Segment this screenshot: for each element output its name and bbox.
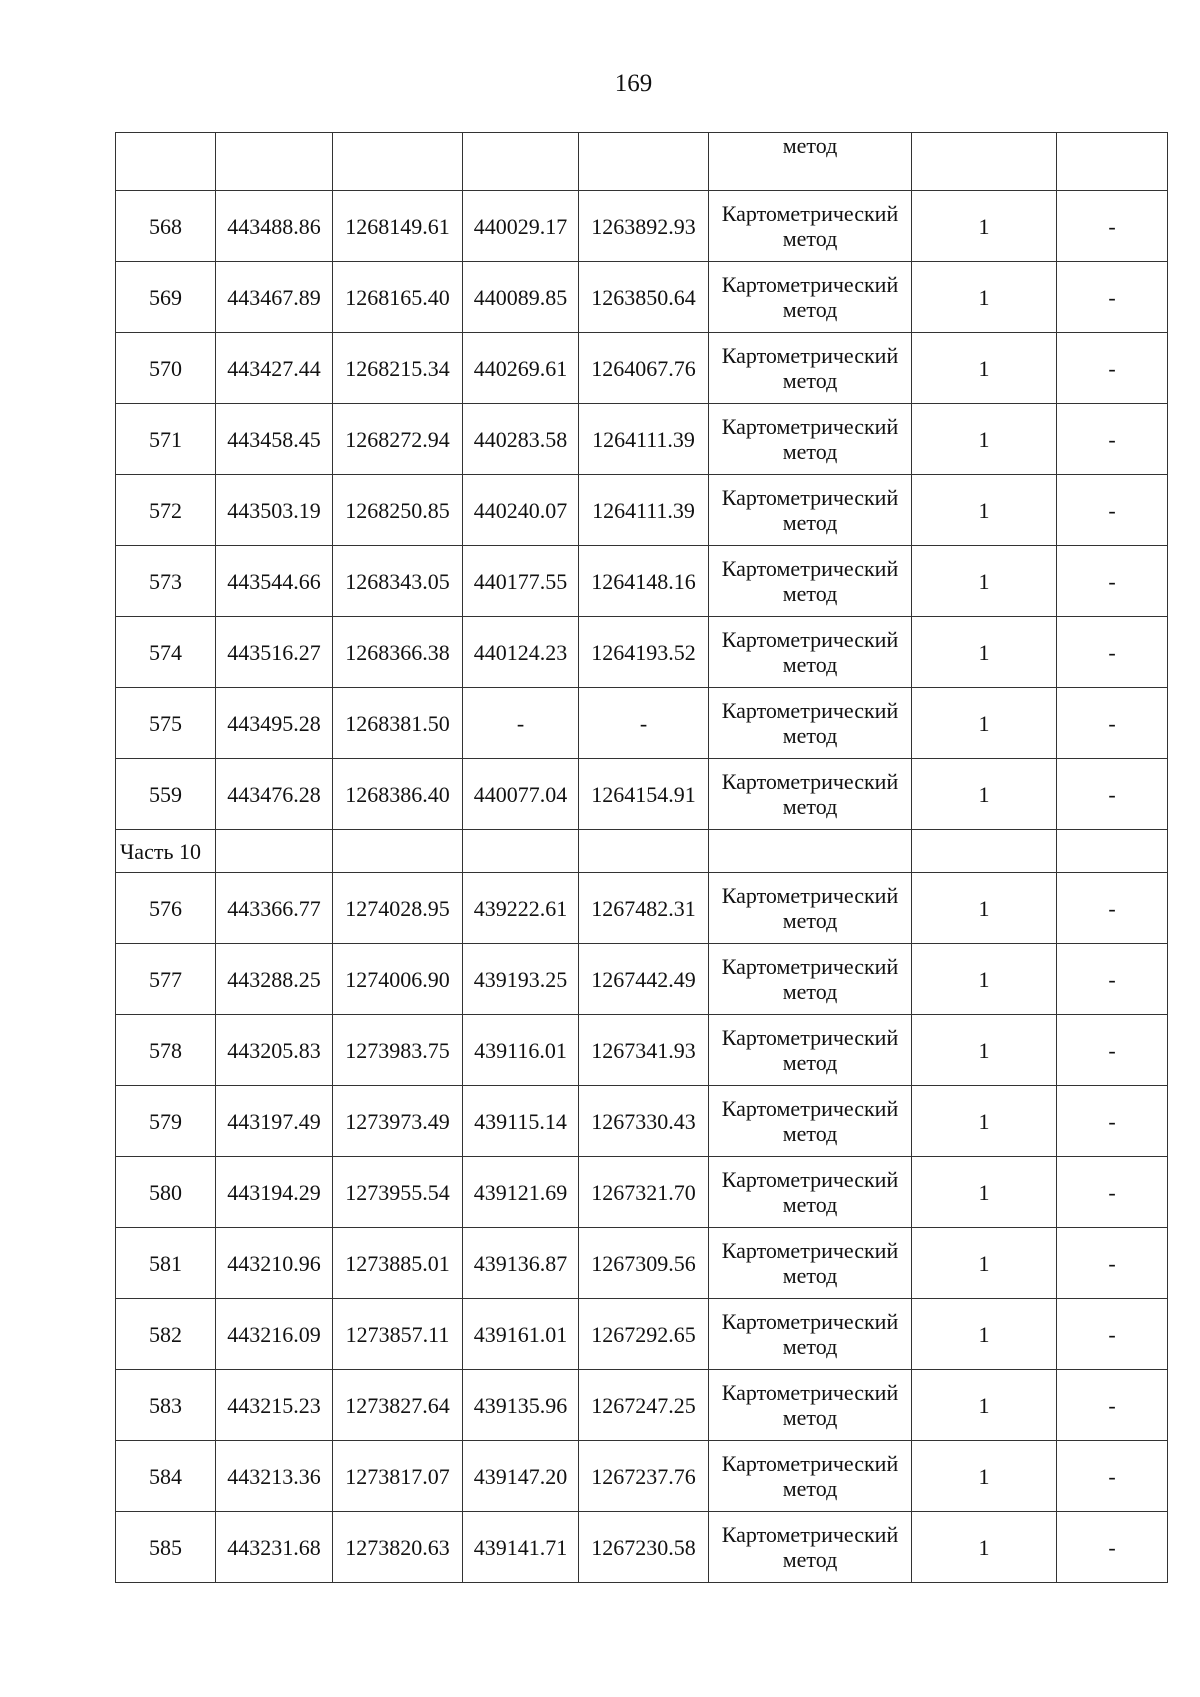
cell-y1: 1274006.90 — [333, 944, 463, 1015]
cell-y1 — [333, 830, 463, 873]
cell-x2: 439121.69 — [463, 1157, 579, 1228]
cell-y1 — [333, 133, 463, 191]
method-line-1: Картометрический — [721, 627, 899, 652]
cell-x1: 443194.29 — [216, 1157, 333, 1228]
table-row — [116, 688, 1168, 759]
table-row — [116, 1299, 1168, 1370]
cell-number: 576 — [116, 873, 216, 944]
cell-accuracy: 1 — [912, 759, 1057, 830]
cell-method — [709, 1157, 912, 1228]
table-row — [116, 475, 1168, 546]
cell-note: - — [1057, 688, 1168, 759]
table-row — [116, 1441, 1168, 1512]
cell-y1: 1273827.64 — [333, 1370, 463, 1441]
cell-number: 581 — [116, 1228, 216, 1299]
cell-y1: 1273817.07 — [333, 1441, 463, 1512]
cell-x2: 440269.61 — [463, 333, 579, 404]
table-row — [116, 1370, 1168, 1441]
cell-method — [709, 404, 912, 475]
cell-note: - — [1057, 1512, 1168, 1583]
cell-number: 569 — [116, 262, 216, 333]
cell-number: 570 — [116, 333, 216, 404]
cell-number: 578 — [116, 1015, 216, 1086]
table-body — [116, 133, 1168, 1583]
cell-y2: 1267482.31 — [579, 873, 709, 944]
cell-note: - — [1057, 1299, 1168, 1370]
cell-x2: 439135.96 — [463, 1370, 579, 1441]
table-row — [116, 262, 1168, 333]
cell-number: 572 — [116, 475, 216, 546]
cell-y1: 1268366.38 — [333, 617, 463, 688]
method-line-2: метод — [782, 979, 838, 1004]
method-line-1: Картометрический — [721, 954, 899, 979]
cell-method — [709, 830, 912, 873]
cell-y2: 1267230.58 — [579, 1512, 709, 1583]
method-line-2: метод — [782, 794, 838, 819]
cell-y2: 1267237.76 — [579, 1441, 709, 1512]
cell-method — [709, 1086, 912, 1157]
cell-method — [709, 688, 912, 759]
method-line-1: Картометрический — [721, 883, 899, 908]
cell-accuracy: 1 — [912, 1015, 1057, 1086]
cell-number: 568 — [116, 191, 216, 262]
cell-x2: 440177.55 — [463, 546, 579, 617]
table-row — [116, 944, 1168, 1015]
cell-x2: - — [463, 688, 579, 759]
method-line-2: метод — [782, 297, 838, 322]
method-line-2: метод — [782, 1547, 838, 1572]
method-line-1: Картометрический — [721, 1522, 899, 1547]
cell-method — [709, 262, 912, 333]
cell-x1: 443216.09 — [216, 1299, 333, 1370]
cell-note: - — [1057, 1086, 1168, 1157]
cell-y1: 1274028.95 — [333, 873, 463, 944]
cell-y2 — [579, 133, 709, 191]
table-row — [116, 1228, 1168, 1299]
cell-y1: 1268272.94 — [333, 404, 463, 475]
cell-y2 — [579, 830, 709, 873]
cell-note: - — [1057, 1157, 1168, 1228]
cell-y2: 1267442.49 — [579, 944, 709, 1015]
cell-x1: 443495.28 — [216, 688, 333, 759]
cell-accuracy: 1 — [912, 1157, 1057, 1228]
cell-method — [709, 1299, 912, 1370]
cell-note: - — [1057, 333, 1168, 404]
cell-note: - — [1057, 1015, 1168, 1086]
cell-note: - — [1057, 546, 1168, 617]
cell-x2: 439222.61 — [463, 873, 579, 944]
method-line-1: Картометрический — [721, 485, 899, 510]
method-line-1: Картометрический — [721, 272, 899, 297]
cell-x1 — [216, 830, 333, 873]
cell-y2: 1267330.43 — [579, 1086, 709, 1157]
cell-note: - — [1057, 1370, 1168, 1441]
method-line-2: метод — [782, 1334, 838, 1359]
cell-accuracy: 1 — [912, 546, 1057, 617]
table-row — [116, 1512, 1168, 1583]
cell-number: 584 — [116, 1441, 216, 1512]
cell-x2: 440077.04 — [463, 759, 579, 830]
cell-number: 585 — [116, 1512, 216, 1583]
cell-x2: 439193.25 — [463, 944, 579, 1015]
method-line-2: метод — [782, 226, 838, 251]
cell-note: - — [1057, 944, 1168, 1015]
cell-note: - — [1057, 1228, 1168, 1299]
method-line-2: метод — [782, 652, 838, 677]
method-line-1: Картометрический — [721, 1025, 899, 1050]
method-line-2: метод — [782, 1192, 838, 1217]
cell-accuracy: 1 — [912, 333, 1057, 404]
table-row — [116, 404, 1168, 475]
cell-x2: 440283.58 — [463, 404, 579, 475]
cell-note: - — [1057, 759, 1168, 830]
cell-x1: 443516.27 — [216, 617, 333, 688]
cell-x2: 439141.71 — [463, 1512, 579, 1583]
cell-accuracy: 1 — [912, 1370, 1057, 1441]
cell-x1: 443366.77 — [216, 873, 333, 944]
cell-number: 577 — [116, 944, 216, 1015]
cell-method — [709, 1441, 912, 1512]
method-line-1: Картометрический — [721, 769, 899, 794]
cell-x1: 443544.66 — [216, 546, 333, 617]
cell-y2: 1267309.56 — [579, 1228, 709, 1299]
cell-number: 571 — [116, 404, 216, 475]
cell-y1: 1273857.11 — [333, 1299, 463, 1370]
cell-x1: 443210.96 — [216, 1228, 333, 1299]
cell-x1 — [216, 133, 333, 191]
cell-x1: 443205.83 — [216, 1015, 333, 1086]
part-label: Часть 10 — [116, 830, 216, 873]
cell-note: - — [1057, 404, 1168, 475]
method-line-2: метод — [782, 1121, 838, 1146]
method-line-2: метод — [782, 439, 838, 464]
cell-number: 573 — [116, 546, 216, 617]
cell-note: - — [1057, 475, 1168, 546]
cell-y2: 1263850.64 — [579, 262, 709, 333]
cell-y2: 1267292.65 — [579, 1299, 709, 1370]
method-line-2: метод — [782, 581, 838, 606]
cell-method — [709, 1015, 912, 1086]
cell-number: 575 — [116, 688, 216, 759]
cell-number: 583 — [116, 1370, 216, 1441]
cell-x1: 443288.25 — [216, 944, 333, 1015]
cell-x2: 440029.17 — [463, 191, 579, 262]
cell-y2: 1264148.16 — [579, 546, 709, 617]
method-line-1: Картометрический — [721, 1451, 899, 1476]
cell-method — [709, 944, 912, 1015]
method-line-2: метод — [782, 1050, 838, 1075]
table-row — [116, 1157, 1168, 1228]
cell-number: 559 — [116, 759, 216, 830]
method-line-1: Картометрический — [721, 201, 899, 226]
method-line-1: Картометрический — [721, 1096, 899, 1121]
cell-x1: 443213.36 — [216, 1441, 333, 1512]
table-row — [116, 546, 1168, 617]
method-line-1: Картометрический — [721, 1380, 899, 1405]
method-line-1: Картометрический — [721, 414, 899, 439]
cell-x1: 443458.45 — [216, 404, 333, 475]
table-row — [116, 1015, 1168, 1086]
cell-y1: 1268215.34 — [333, 333, 463, 404]
table-row — [116, 873, 1168, 944]
cell-x2: 439115.14 — [463, 1086, 579, 1157]
cell-accuracy: 1 — [912, 688, 1057, 759]
table-row — [116, 1086, 1168, 1157]
cell-note — [1057, 830, 1168, 873]
table-row — [116, 333, 1168, 404]
cell-number: 574 — [116, 617, 216, 688]
cell-number — [116, 133, 216, 191]
method-line-2: метод — [782, 908, 838, 933]
cell-y1: 1268381.50 — [333, 688, 463, 759]
table-row — [116, 617, 1168, 688]
cell-x1: 443476.28 — [216, 759, 333, 830]
cell-method — [709, 1370, 912, 1441]
cell-accuracy: 1 — [912, 475, 1057, 546]
cell-x2: 439136.87 — [463, 1228, 579, 1299]
cell-x2: 440124.23 — [463, 617, 579, 688]
cell-method — [709, 333, 912, 404]
cell-method — [709, 475, 912, 546]
method-line-2: метод — [782, 1263, 838, 1288]
method-line-2: метод — [782, 1405, 838, 1430]
cell-x1: 443215.23 — [216, 1370, 333, 1441]
cell-accuracy: 1 — [912, 404, 1057, 475]
cell-y2: 1267341.93 — [579, 1015, 709, 1086]
method-line-1: Картометрический — [721, 1167, 899, 1192]
cell-note: - — [1057, 617, 1168, 688]
cell-x1: 443488.86 — [216, 191, 333, 262]
cell-accuracy: 1 — [912, 262, 1057, 333]
cell-note: - — [1057, 873, 1168, 944]
coordinates-table — [115, 132, 1168, 1583]
cell-y2: 1264111.39 — [579, 475, 709, 546]
table-row — [116, 133, 1168, 191]
cell-number: 579 — [116, 1086, 216, 1157]
cell-x1: 443503.19 — [216, 475, 333, 546]
cell-x2 — [463, 133, 579, 191]
table-row — [116, 191, 1168, 262]
cell-y2: 1267321.70 — [579, 1157, 709, 1228]
method-line-1: Картометрический — [721, 1238, 899, 1263]
cell-method — [709, 191, 912, 262]
cell-y1: 1268343.05 — [333, 546, 463, 617]
cell-y1: 1268386.40 — [333, 759, 463, 830]
cell-x1: 443467.89 — [216, 262, 333, 333]
cell-y1: 1273983.75 — [333, 1015, 463, 1086]
cell-y2: - — [579, 688, 709, 759]
cell-accuracy: 1 — [912, 1228, 1057, 1299]
table-row — [116, 759, 1168, 830]
method-line-1: Картометрический — [721, 343, 899, 368]
cell-number: 582 — [116, 1299, 216, 1370]
cell-method: метод — [709, 133, 912, 191]
cell-y1: 1273955.54 — [333, 1157, 463, 1228]
cell-y1: 1273820.63 — [333, 1512, 463, 1583]
method-line-1: Картометрический — [721, 698, 899, 723]
method-line-2: метод — [782, 1476, 838, 1501]
method-line-1: Картометрический — [721, 556, 899, 581]
cell-x2: 440089.85 — [463, 262, 579, 333]
cell-x1: 443231.68 — [216, 1512, 333, 1583]
cell-method — [709, 1512, 912, 1583]
cell-accuracy: 1 — [912, 617, 1057, 688]
page-number: 169 — [614, 70, 653, 97]
cell-accuracy: 1 — [912, 873, 1057, 944]
cell-accuracy: 1 — [912, 1441, 1057, 1512]
cell-accuracy: 1 — [912, 1086, 1057, 1157]
cell-x1: 443427.44 — [216, 333, 333, 404]
cell-accuracy: 1 — [912, 1299, 1057, 1370]
cell-y2: 1264193.52 — [579, 617, 709, 688]
cell-x2: 439147.20 — [463, 1441, 579, 1512]
cell-x2: 439116.01 — [463, 1015, 579, 1086]
method-line-2: метод — [782, 510, 838, 535]
method-line-2: метод — [782, 723, 838, 748]
cell-x1: 443197.49 — [216, 1086, 333, 1157]
cell-accuracy: 1 — [912, 944, 1057, 1015]
cell-accuracy: 1 — [912, 191, 1057, 262]
cell-y2: 1263892.93 — [579, 191, 709, 262]
cell-method — [709, 759, 912, 830]
cell-accuracy — [912, 830, 1057, 873]
part-row — [116, 830, 1168, 873]
cell-y1: 1268165.40 — [333, 262, 463, 333]
cell-y1: 1268149.61 — [333, 191, 463, 262]
cell-y1: 1268250.85 — [333, 475, 463, 546]
cell-y1: 1273973.49 — [333, 1086, 463, 1157]
cell-note — [1057, 133, 1168, 191]
cell-y1: 1273885.01 — [333, 1228, 463, 1299]
cell-y2: 1267247.25 — [579, 1370, 709, 1441]
method-line-2: метод — [782, 368, 838, 393]
cell-note: - — [1057, 262, 1168, 333]
cell-accuracy: 1 — [912, 1512, 1057, 1583]
cell-method — [709, 617, 912, 688]
cell-method — [709, 1228, 912, 1299]
cell-method — [709, 546, 912, 617]
cell-note: - — [1057, 191, 1168, 262]
cell-y2: 1264067.76 — [579, 333, 709, 404]
cell-number: 580 — [116, 1157, 216, 1228]
cell-x2: 440240.07 — [463, 475, 579, 546]
cell-accuracy — [912, 133, 1057, 191]
cell-y2: 1264111.39 — [579, 404, 709, 475]
cell-note: - — [1057, 1441, 1168, 1512]
cell-x2 — [463, 830, 579, 873]
cell-method — [709, 873, 912, 944]
cell-y2: 1264154.91 — [579, 759, 709, 830]
method-line-1: Картометрический — [721, 1309, 899, 1334]
cell-x2: 439161.01 — [463, 1299, 579, 1370]
